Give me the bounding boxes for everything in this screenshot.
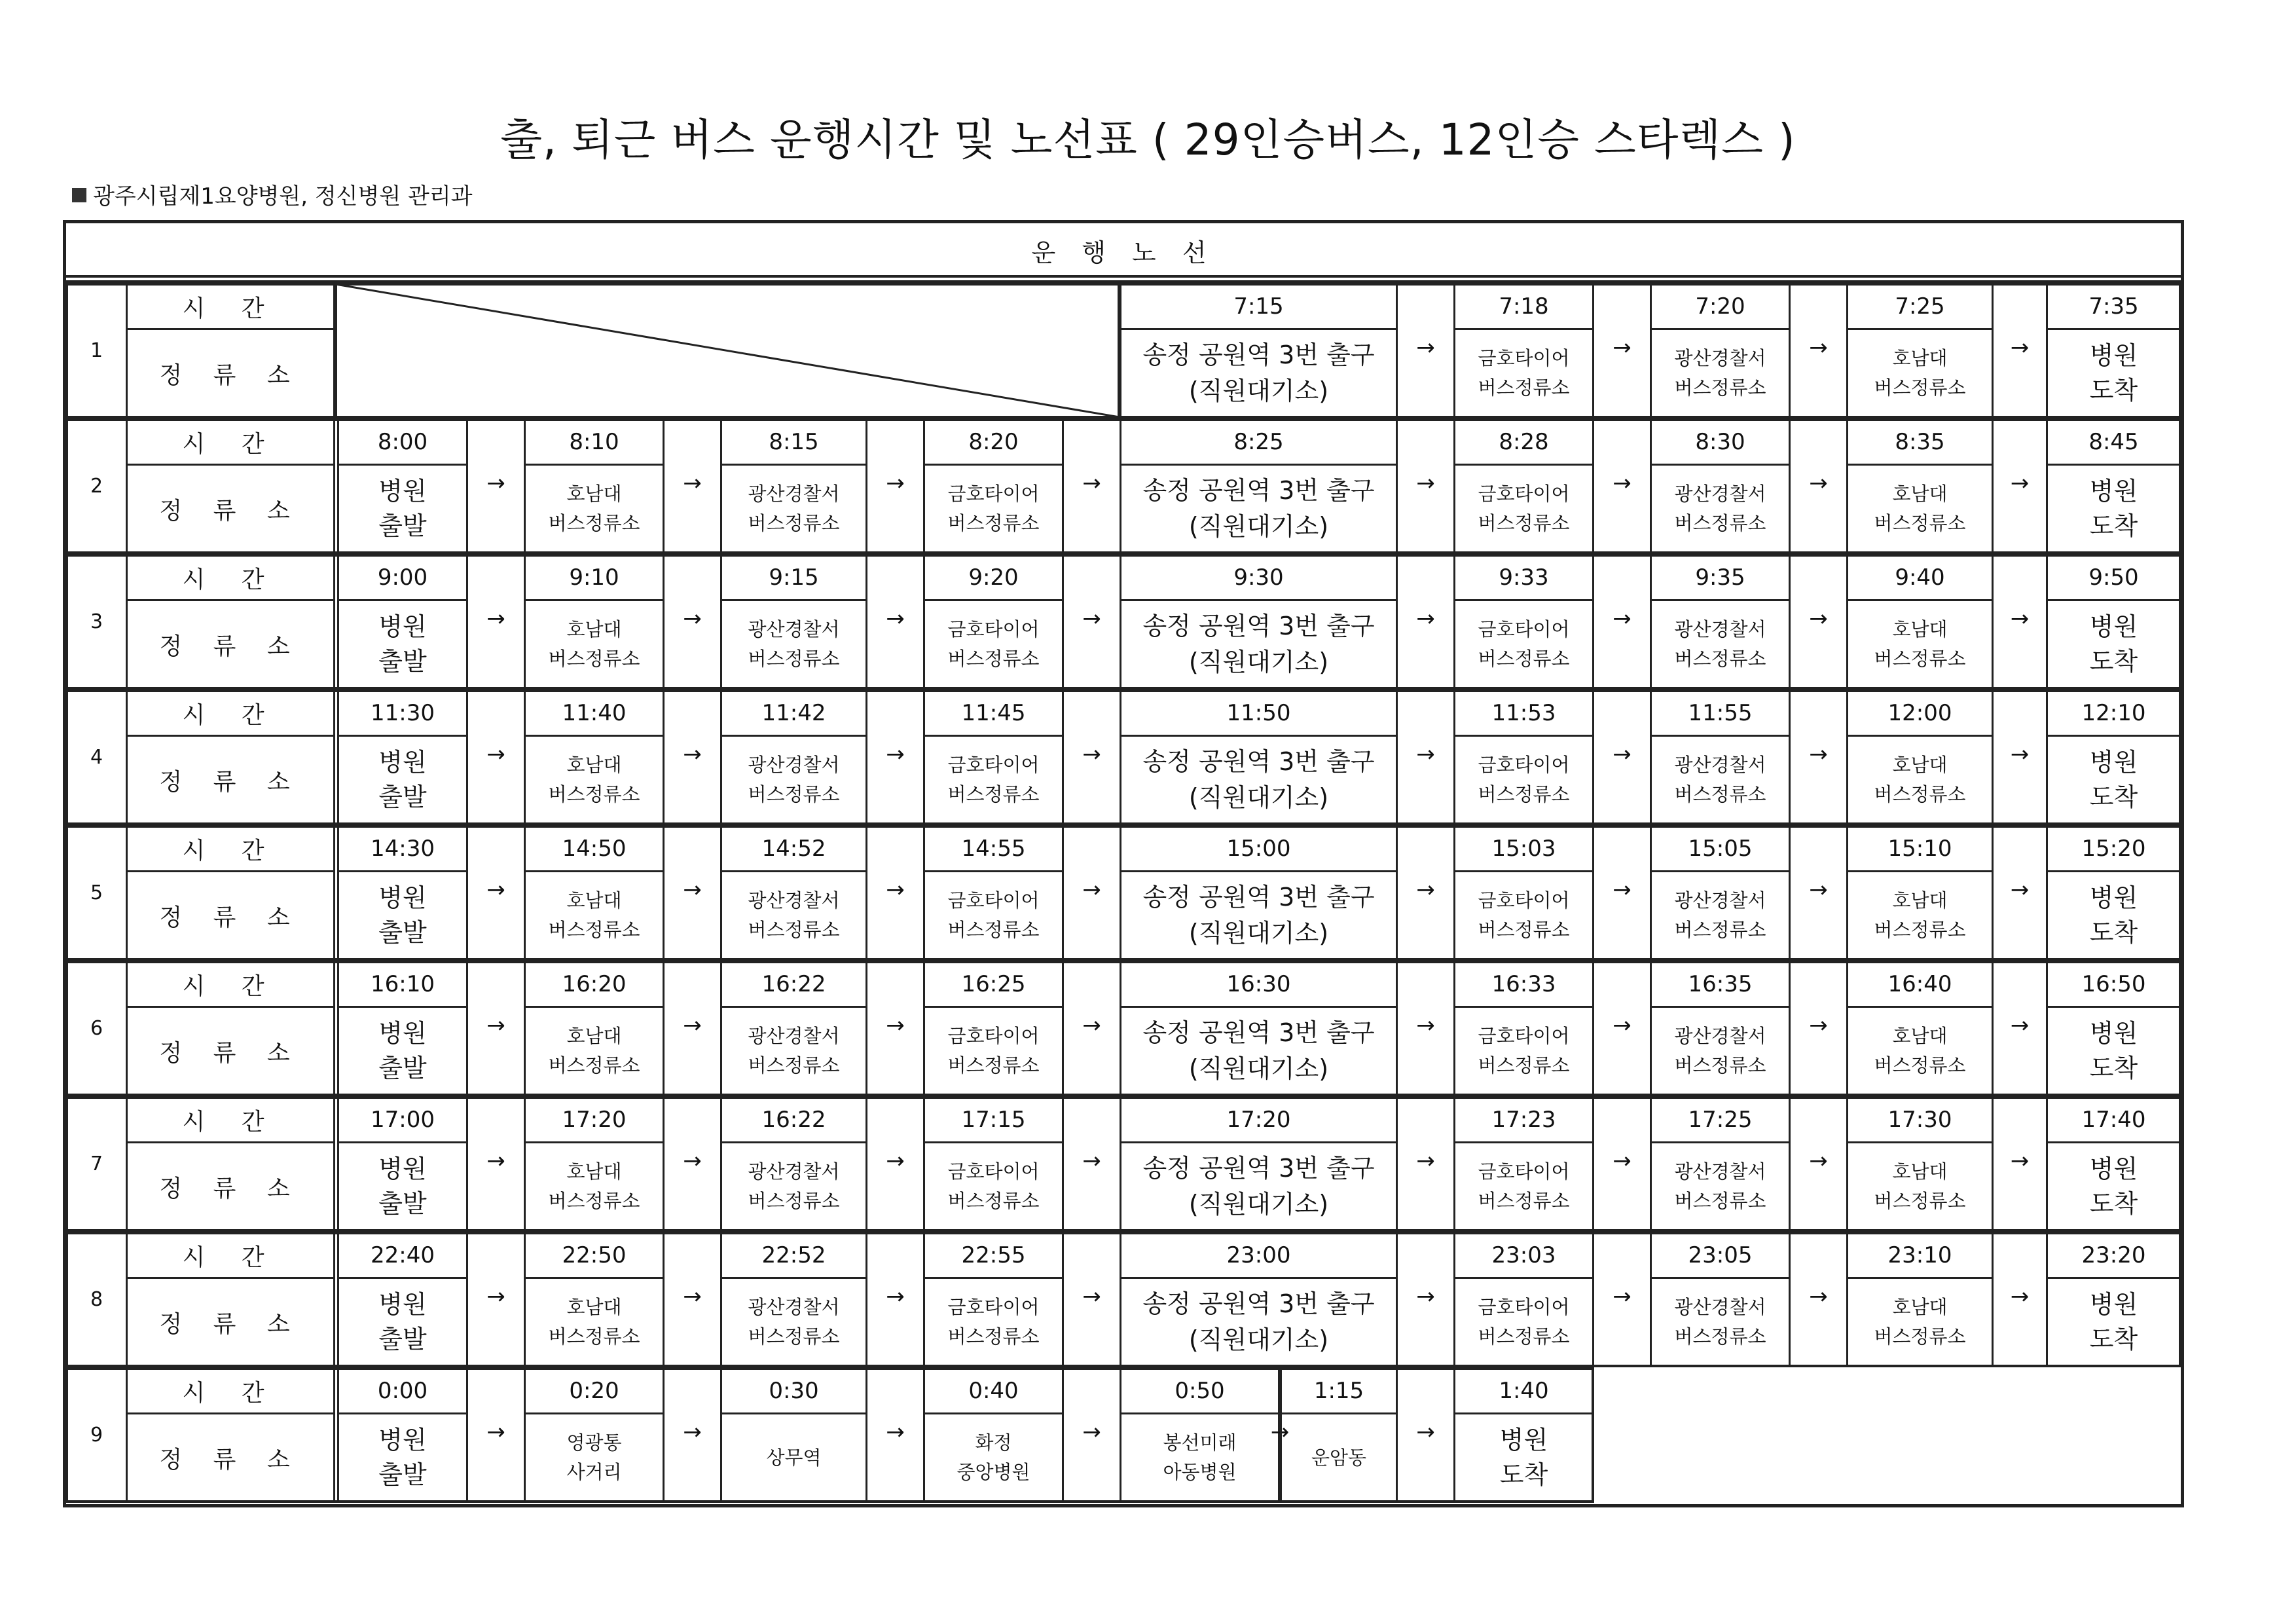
time-cell: 8:20 [923,418,1064,466]
arrow-icon: → [1809,1012,1828,1039]
row-number: 5 [65,825,128,961]
stop-name: 병원 출발 [378,1154,427,1218]
time-cell: 16:25 [923,961,1064,1008]
time-cell: 16:22 [720,961,867,1008]
arrow-icon: → [1613,335,1631,361]
arrow-icon: → [886,1283,905,1310]
arrow-icon: → [1082,741,1101,768]
arrow-icon: → [486,470,505,497]
stop-name: 병원 출발 [378,883,427,947]
time-cell: 14:50 [524,825,665,872]
time-cell: 8:35 [1846,418,1994,466]
stop-name: 송정 공원역 3번 출구 (직원대기소) [1142,747,1375,812]
arrow-icon: → [886,606,905,633]
arrow-icon: → [683,741,702,768]
arrow-icon: → [1082,470,1101,497]
time-cell: 22:50 [524,1232,665,1279]
arrow-icon: → [886,877,905,904]
timetable-grid [65,283,2181,1505]
stop-name: 병원 도착 [2089,341,2138,405]
stop-name: 송정 공원역 3번 출구 (직원대기소) [1142,611,1375,676]
stop-name: 광산경찰서 버스정류소 [1674,618,1766,670]
arrow-icon: → [486,877,505,904]
subtitle-text: 광주시립제1요양병원, 정신병원 관리과 [93,183,473,210]
stop-label: 정 류 소 [126,735,335,825]
stop-label: 정 류 소 [126,328,335,418]
time-cell: 9:35 [1650,554,1791,601]
time-cell: 7:18 [1453,283,1594,330]
row-outline [65,825,2181,961]
time-cell: 16:20 [524,961,665,1008]
time-cell: 17:15 [923,1096,1064,1143]
arrow-icon: → [2010,741,2030,768]
arrow-icon: → [1416,1148,1435,1175]
arrow-icon: → [2010,606,2030,633]
time-cell: 23:05 [1650,1232,1791,1279]
row-outline [65,1096,2181,1232]
stop-name: 운암동 [1311,1446,1367,1469]
time-cell: 9:20 [923,554,1064,601]
time-label: 시 간 [126,961,335,1008]
arrow-icon: → [486,1148,505,1175]
row-number: 9 [65,1367,128,1503]
arrow-icon: → [1613,741,1631,768]
stop-name: 호남대 버스정류소 [548,1025,640,1077]
stop-name: 광산경찰서 버스정류소 [748,1025,840,1077]
stop-label: 정 류 소 [126,1412,335,1503]
time-label: 시 간 [126,825,335,872]
time-cell: 16:35 [1650,961,1791,1008]
arrow-icon: → [886,470,905,497]
stop-name: 호남대 버스정류소 [1874,754,1966,805]
time-cell: 9:33 [1453,554,1594,601]
arrow-icon: → [1809,335,1828,361]
stop-name: 광산경찰서 버스정류소 [1674,1160,1766,1212]
time-cell: 15:00 [1120,825,1398,872]
time-cell: 15:10 [1846,825,1994,872]
stop-name: 금호타이어 버스정류소 [947,1025,1040,1077]
time-cell: 15:03 [1453,825,1594,872]
time-cell: 0:40 [923,1367,1064,1414]
stop-name: 금호타이어 버스정류소 [1478,618,1570,670]
time-label: 시 간 [126,283,335,330]
row-number: 3 [65,554,128,690]
arrow-icon: → [1416,335,1435,361]
stop-name: 호남대 버스정류소 [1874,618,1966,670]
stop-label: 정 류 소 [126,1006,335,1096]
stop-name: 금호타이어 버스정류소 [947,889,1040,941]
time-cell: 23:20 [2046,1232,2181,1279]
time-cell: 17:23 [1453,1096,1594,1143]
stop-name: 광산경찰서 버스정류소 [748,483,840,534]
stop-name: 병원 도착 [2089,612,2138,676]
row-outline [65,283,2181,418]
stop-name: 송정 공원역 3번 출구 (직원대기소) [1142,1153,1375,1219]
time-cell: 16:40 [1846,961,1994,1008]
time-cell: 16:10 [337,961,468,1008]
time-cell: 17:00 [337,1096,468,1143]
stop-name: 금호타이어 버스정류소 [1478,754,1570,805]
time-cell: 1:40 [1453,1367,1594,1414]
time-cell: 9:40 [1846,554,1994,601]
stop-name: 병원 도착 [2089,747,2138,811]
arrow-icon: → [886,741,905,768]
time-cell: 0:30 [720,1367,867,1414]
time-cell: 23:03 [1453,1232,1594,1279]
stop-name: 호남대 버스정류소 [548,754,640,805]
stop-name: 광산경찰서 버스정류소 [748,1296,840,1348]
arrow-icon: → [1416,1283,1435,1310]
time-cell: 7:25 [1846,283,1994,330]
time-label: 시 간 [126,418,335,466]
arrow-icon: → [1613,606,1631,633]
row-outline [65,1232,2181,1367]
stop-label: 정 류 소 [126,1141,335,1232]
arrow-icon: → [1082,877,1101,904]
time-cell: 8:28 [1453,418,1594,466]
arrow-icon: → [1082,1419,1101,1446]
stop-name: 병원 출발 [378,1425,427,1489]
arrow-icon: → [886,1012,905,1039]
arrow-icon: → [1270,1419,1290,1446]
stop-name: 호남대 버스정류소 [1874,1025,1966,1077]
arrow-icon: → [1809,877,1828,904]
stop-name: 송정 공원역 3번 출구 (직원대기소) [1142,475,1375,541]
row-outline [65,1367,1594,1503]
arrow-icon: → [1613,1283,1631,1310]
time-cell: 16:50 [2046,961,2181,1008]
stop-label: 정 류 소 [126,870,335,961]
time-cell: 0:50 [1120,1367,1280,1414]
time-cell: 9:50 [2046,554,2181,601]
time-cell: 0:20 [524,1367,665,1414]
stop-name: 광산경찰서 버스정류소 [1674,889,1766,941]
time-cell: 16:33 [1453,961,1594,1008]
arrow-icon: → [1416,470,1435,497]
time-label: 시 간 [126,1232,335,1279]
stop-name: 병원 도착 [2089,1154,2138,1218]
arrow-icon: → [1809,470,1828,497]
arrow-icon: → [2010,470,2030,497]
time-cell: 11:50 [1120,690,1398,737]
time-cell: 8:45 [2046,418,2181,466]
time-cell: 12:00 [1846,690,1994,737]
time-cell: 14:52 [720,825,867,872]
stop-name: 호남대 버스정류소 [1874,889,1966,941]
arrow-icon: → [2010,1012,2030,1039]
stop-name: 금호타이어 버스정류소 [947,483,1040,534]
time-cell: 22:40 [337,1232,468,1279]
time-cell: 17:20 [524,1096,665,1143]
square-bullet-icon [72,188,86,202]
time-cell: 16:22 [720,1096,867,1143]
stop-name: 금호타이어 버스정류소 [947,1296,1040,1348]
arrow-icon: → [683,1012,702,1039]
stop-name: 광산경찰서 버스정류소 [748,618,840,670]
stop-name: 호남대 버스정류소 [1874,347,1966,399]
stop-name: 호남대 버스정류소 [1874,1296,1966,1348]
time-cell: 11:42 [720,690,867,737]
time-cell: 11:30 [337,690,468,737]
stop-name: 광산경찰서 버스정류소 [1674,754,1766,805]
arrow-icon: → [683,1419,702,1446]
row-number: 8 [65,1232,128,1367]
stop-label: 정 류 소 [126,599,335,690]
time-cell: 8:00 [337,418,468,466]
arrow-icon: → [683,1283,702,1310]
time-cell: 1:15 [1280,1367,1398,1414]
stop-name: 광산경찰서 버스정류소 [748,1160,840,1212]
time-cell: 22:52 [720,1232,867,1279]
arrow-icon: → [1082,1148,1101,1175]
stop-name: 광산경찰서 버스정류소 [1674,483,1766,534]
time-cell: 0:00 [337,1367,468,1414]
arrow-icon: → [1416,1012,1435,1039]
stop-name: 금호타이어 버스정류소 [1478,1025,1570,1077]
page-title: 출, 퇴근 버스 운행시간 및 노선표 ( 29인승버스, 12인승 스타렉스 ) [500,115,1796,165]
arrow-icon: → [486,741,505,768]
time-cell: 12:10 [2046,690,2181,737]
stop-name: 호남대 버스정류소 [548,618,640,670]
time-cell: 8:25 [1120,418,1398,466]
stop-label: 정 류 소 [126,1277,335,1367]
header-rule-top [65,275,2181,278]
time-cell: 17:30 [1846,1096,1994,1143]
stop-name: 상무역 [766,1446,822,1469]
time-cell: 16:30 [1120,961,1398,1008]
time-cell: 7:35 [2046,283,2181,330]
stop-name: 병원 도착 [2089,1289,2138,1354]
arrow-icon: → [683,877,702,904]
time-cell: 8:15 [720,418,867,466]
time-cell: 14:55 [923,825,1064,872]
time-cell: 23:10 [1846,1232,1994,1279]
stop-name: 광산경찰서 버스정류소 [1674,1025,1766,1077]
stop-name: 호남대 버스정류소 [548,889,640,941]
time-cell: 8:10 [524,418,665,466]
time-cell: 11:40 [524,690,665,737]
stop-name: 광산경찰서 버스정류소 [748,889,840,941]
arrow-icon: → [1082,606,1101,633]
time-cell: 23:00 [1120,1232,1398,1279]
arrow-icon: → [1416,606,1435,633]
arrow-icon: → [1082,1283,1101,1310]
stop-name: 금호타이어 버스정류소 [1478,1296,1570,1348]
arrow-icon: → [486,1283,505,1310]
arrow-icon: → [486,1419,505,1446]
stop-name: 송정 공원역 3번 출구 (직원대기소) [1142,1018,1375,1083]
arrow-icon: → [2010,335,2030,361]
section-header: 운 행 노 선 [1031,238,1216,267]
stop-name: 금호타이어 버스정류소 [947,754,1040,805]
arrow-icon: → [886,1148,905,1175]
time-cell: 7:20 [1650,283,1791,330]
stop-name: 금호타이어 버스정류소 [1478,483,1570,534]
time-cell: 11:45 [923,690,1064,737]
time-cell: 11:55 [1650,690,1791,737]
stop-name: 송정 공원역 3번 출구 (직원대기소) [1142,1289,1375,1354]
arrow-icon: → [1809,1148,1828,1175]
stop-name: 병원 도착 [2089,476,2138,540]
arrow-icon: → [1613,1148,1631,1175]
time-cell: 17:25 [1650,1096,1791,1143]
stop-name: 병원 출발 [378,747,427,811]
time-cell: 17:20 [1120,1096,1398,1143]
stop-name: 병원 도착 [2089,883,2138,947]
stop-name: 병원 출발 [378,476,427,540]
stop-name: 송정 공원역 3번 출구 (직원대기소) [1142,340,1375,405]
time-cell: 8:30 [1650,418,1791,466]
arrow-icon: → [1082,1012,1101,1039]
time-cell: 22:55 [923,1232,1064,1279]
time-label: 시 간 [126,690,335,737]
arrow-icon: → [1809,741,1828,768]
stop-name: 호남대 버스정류소 [548,1160,640,1212]
arrow-icon: → [1809,606,1828,633]
time-cell: 14:30 [337,825,468,872]
arrow-icon: → [683,1148,702,1175]
arrow-icon: → [486,606,505,633]
row-number: 7 [65,1096,128,1232]
arrow-icon: → [1613,877,1631,904]
arrow-icon: → [1809,1283,1828,1310]
stop-name: 호남대 버스정류소 [1874,1160,1966,1212]
stop-name: 병원 도착 [2089,1018,2138,1082]
stop-name: 금호타이어 버스정류소 [1478,1160,1570,1212]
row-number: 6 [65,961,128,1096]
time-label: 시 간 [126,1367,335,1414]
stop-name: 금호타이어 버스정류소 [947,1160,1040,1212]
stop-name: 병원 출발 [378,612,427,676]
subtitle [72,178,473,210]
time-cell: 9:15 [720,554,867,601]
row-outline [65,554,2181,690]
stop-name: 광산경찰서 버스정류소 [1674,347,1766,399]
arrow-icon: → [1416,741,1435,768]
stop-name: 호남대 버스정류소 [548,1296,640,1348]
stop-name: 호남대 버스정류소 [1874,483,1966,534]
stop-name: 금호타이어 버스정류소 [1478,347,1570,399]
stop-name: 영광통 사거리 [566,1431,622,1483]
row-number: 4 [65,690,128,825]
time-cell: 9:10 [524,554,665,601]
time-label: 시 간 [126,554,335,601]
arrow-icon: → [1613,1012,1631,1039]
row-outline [65,418,2181,554]
arrow-icon: → [1416,1419,1435,1446]
time-label: 시 간 [126,1096,335,1143]
stop-name: 광산경찰서 버스정류소 [1674,1296,1766,1348]
time-cell: 9:30 [1120,554,1398,601]
stop-name: 송정 공원역 3번 출구 (직원대기소) [1142,882,1375,948]
arrow-icon: → [2010,1148,2030,1175]
row-number: 1 [65,283,128,418]
arrow-icon: → [2010,877,2030,904]
time-cell: 9:00 [337,554,468,601]
row-outline [65,961,2181,1096]
stop-name: 금호타이어 버스정류소 [1478,889,1570,941]
arrow-icon: → [1416,877,1435,904]
stop-label: 정 류 소 [126,464,335,554]
row-number: 2 [65,418,128,554]
time-cell: 7:15 [1120,283,1398,330]
stop-name: 화정 중앙병원 [957,1431,1030,1483]
stop-name: 금호타이어 버스정류소 [947,618,1040,670]
stop-name: 호남대 버스정류소 [548,483,640,534]
arrow-icon: → [486,1012,505,1039]
arrow-icon: → [2010,1283,2030,1310]
stop-name: 병원 출발 [378,1289,427,1354]
stop-name: 병원 출발 [378,1018,427,1082]
row-outline [65,690,2181,825]
arrow-icon: → [886,1419,905,1446]
stop-name: 병원 도착 [1499,1425,1548,1489]
time-cell: 17:40 [2046,1096,2181,1143]
stop-name: 봉선미래 아동병원 [1163,1431,1237,1483]
time-cell: 11:53 [1453,690,1594,737]
arrow-icon: → [683,470,702,497]
stop-name: 광산경찰서 버스정류소 [748,754,840,805]
time-cell: 15:20 [2046,825,2181,872]
time-cell: 15:05 [1650,825,1791,872]
arrow-icon: → [683,606,702,633]
arrow-icon: → [1613,470,1631,497]
